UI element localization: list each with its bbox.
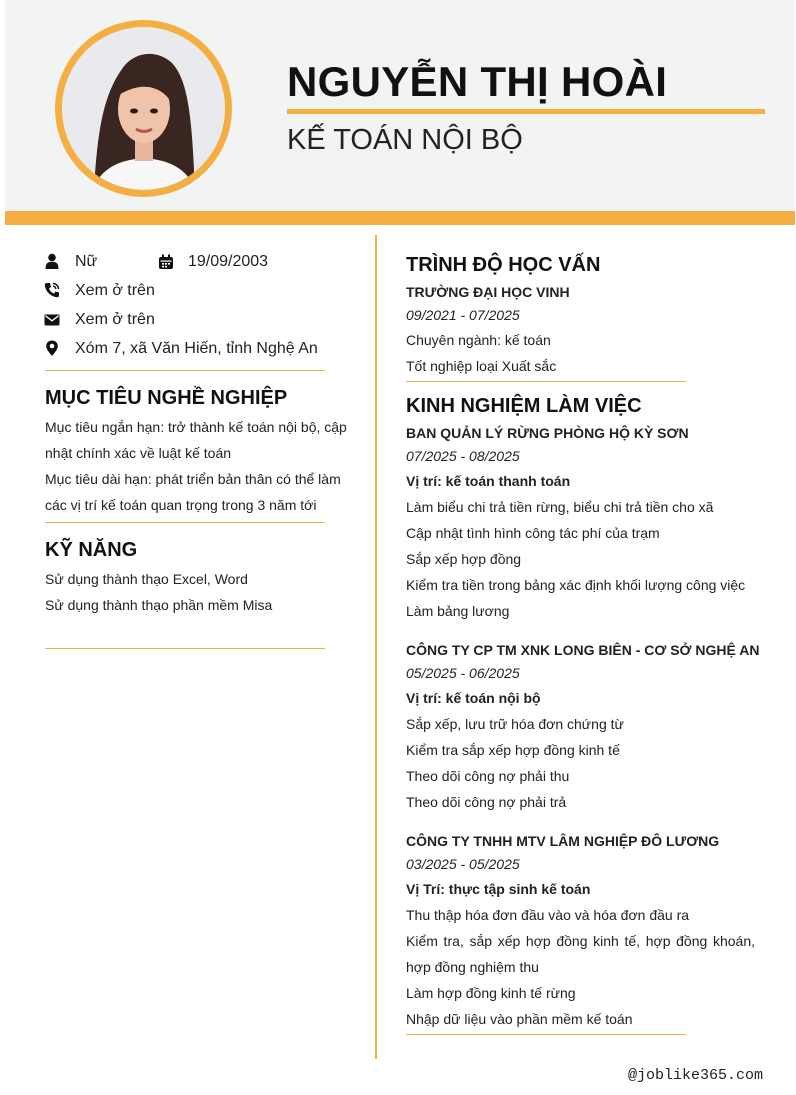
avatar (62, 27, 225, 190)
header-accent-bar (5, 211, 795, 225)
section-divider (45, 522, 325, 523)
address-value: Xóm 7, xã Văn Hiến, tỉnh Nghệ An (75, 340, 318, 357)
gender-value: Nữ (75, 253, 98, 270)
school-name: TRƯỜNG ĐẠI HỌC VINH (406, 284, 570, 300)
job-task: Kiểm tra sắp xếp hợp đồng kinh tế (406, 742, 620, 758)
phone-value: Xem ở trên (75, 282, 155, 299)
education-result: Tốt nghiệp loại Xuất sắc (406, 358, 557, 374)
job-task: Làm bảng lương (406, 603, 510, 619)
job-task: Kiểm tra tiền trong bảng xác định khối lượng công việc (406, 577, 746, 593)
name-underline (287, 109, 765, 114)
candidate-name: NGUYỄN THỊ HOÀI (287, 58, 668, 105)
experience-title: KINH NGHIỆM LÀM VIỆC (406, 395, 642, 417)
job-task: Sắp xếp, lưu trữ hóa đơn chứng từ (406, 716, 624, 732)
job-position: Vị Trí: thực tập sinh kế toán (406, 881, 591, 897)
watermark-url: @joblike365.com (628, 1067, 764, 1084)
job-period: 07/2025 - 08/2025 (406, 448, 520, 464)
location-pin-icon (44, 340, 60, 356)
job-task: Kiểm tra, sắp xếp hợp đồng kinh tế, hợp đồng khoán, (406, 933, 755, 949)
objective-line: các vị trí kế toán quan trọng trong 3 năm tới (45, 497, 317, 513)
education-title: TRÌNH ĐỘ HỌC VẤN (406, 254, 601, 276)
objective-line: Mục tiêu dài hạn: phát triển bản thân có thể làm (45, 471, 341, 487)
objective-line: Mục tiêu ngắn hạn: trở thành kế toán nội bộ, cập (45, 419, 347, 435)
objective-line: nhật chính xác về luật kế toán (45, 445, 232, 461)
job-task: Làm biểu chi trả tiền rừng, biểu chi trả tiền cho xã (406, 499, 714, 515)
company-name: CÔNG TY CP TM XNK LONG BIÊN - CƠ SỞ NGHỆ AN (406, 642, 760, 658)
skill-item: Sử dụng thành thạo Excel, Word (45, 571, 248, 587)
objective-title: MỤC TIÊU NGHỀ NGHIỆP (45, 387, 288, 409)
calendar-icon (158, 254, 174, 270)
job-task: Thu thập hóa đơn đầu vào và hóa đơn đầu ra (406, 907, 690, 923)
person-icon (44, 253, 60, 269)
education-period: 09/2021 - 07/2025 (406, 307, 520, 323)
job-period: 05/2025 - 06/2025 (406, 665, 520, 681)
job-position: Vị trí: kế toán nội bộ (406, 690, 541, 706)
section-divider (45, 648, 325, 649)
skill-item: Sử dụng thành thạo phần mềm Misa (45, 597, 273, 613)
education-major: Chuyên ngành: kế toán (406, 332, 551, 348)
job-task: Làm hợp đồng kinh tế rừng (406, 985, 576, 1001)
job-task: Nhập dữ liệu vào phần mềm kế toán (406, 1011, 633, 1027)
email-value: Xem ở trên (75, 311, 155, 328)
job-task: Theo dõi công nợ phải thu (406, 768, 570, 784)
job-task: hợp đồng nghiệm thu (406, 959, 539, 975)
job-period: 03/2025 - 05/2025 (406, 856, 520, 872)
job-position: Vị trí: kế toán thanh toán (406, 473, 571, 489)
skills-title: KỸ NĂNG (45, 539, 138, 561)
company-name: CÔNG TY TNHH MTV LÂM NGHIỆP ĐÔ LƯƠNG (406, 833, 720, 849)
job-task: Theo dõi công nợ phải trả (406, 794, 567, 810)
section-divider (406, 1034, 686, 1035)
phone-icon (44, 282, 60, 298)
column-divider (375, 235, 377, 1059)
section-divider (406, 381, 686, 382)
company-name: BAN QUẢN LÝ RỪNG PHÒNG HỘ KỲ SƠN (406, 425, 689, 441)
job-title: KẾ TOÁN NỘI BỘ (287, 124, 523, 156)
job-task: Cập nhật tình hình công tác phí của trạm (406, 525, 660, 541)
job-task: Sắp xếp hợp đồng (406, 551, 522, 567)
section-divider (45, 370, 325, 371)
birthday-value: 19/09/2003 (188, 253, 269, 270)
mail-icon (44, 312, 60, 328)
